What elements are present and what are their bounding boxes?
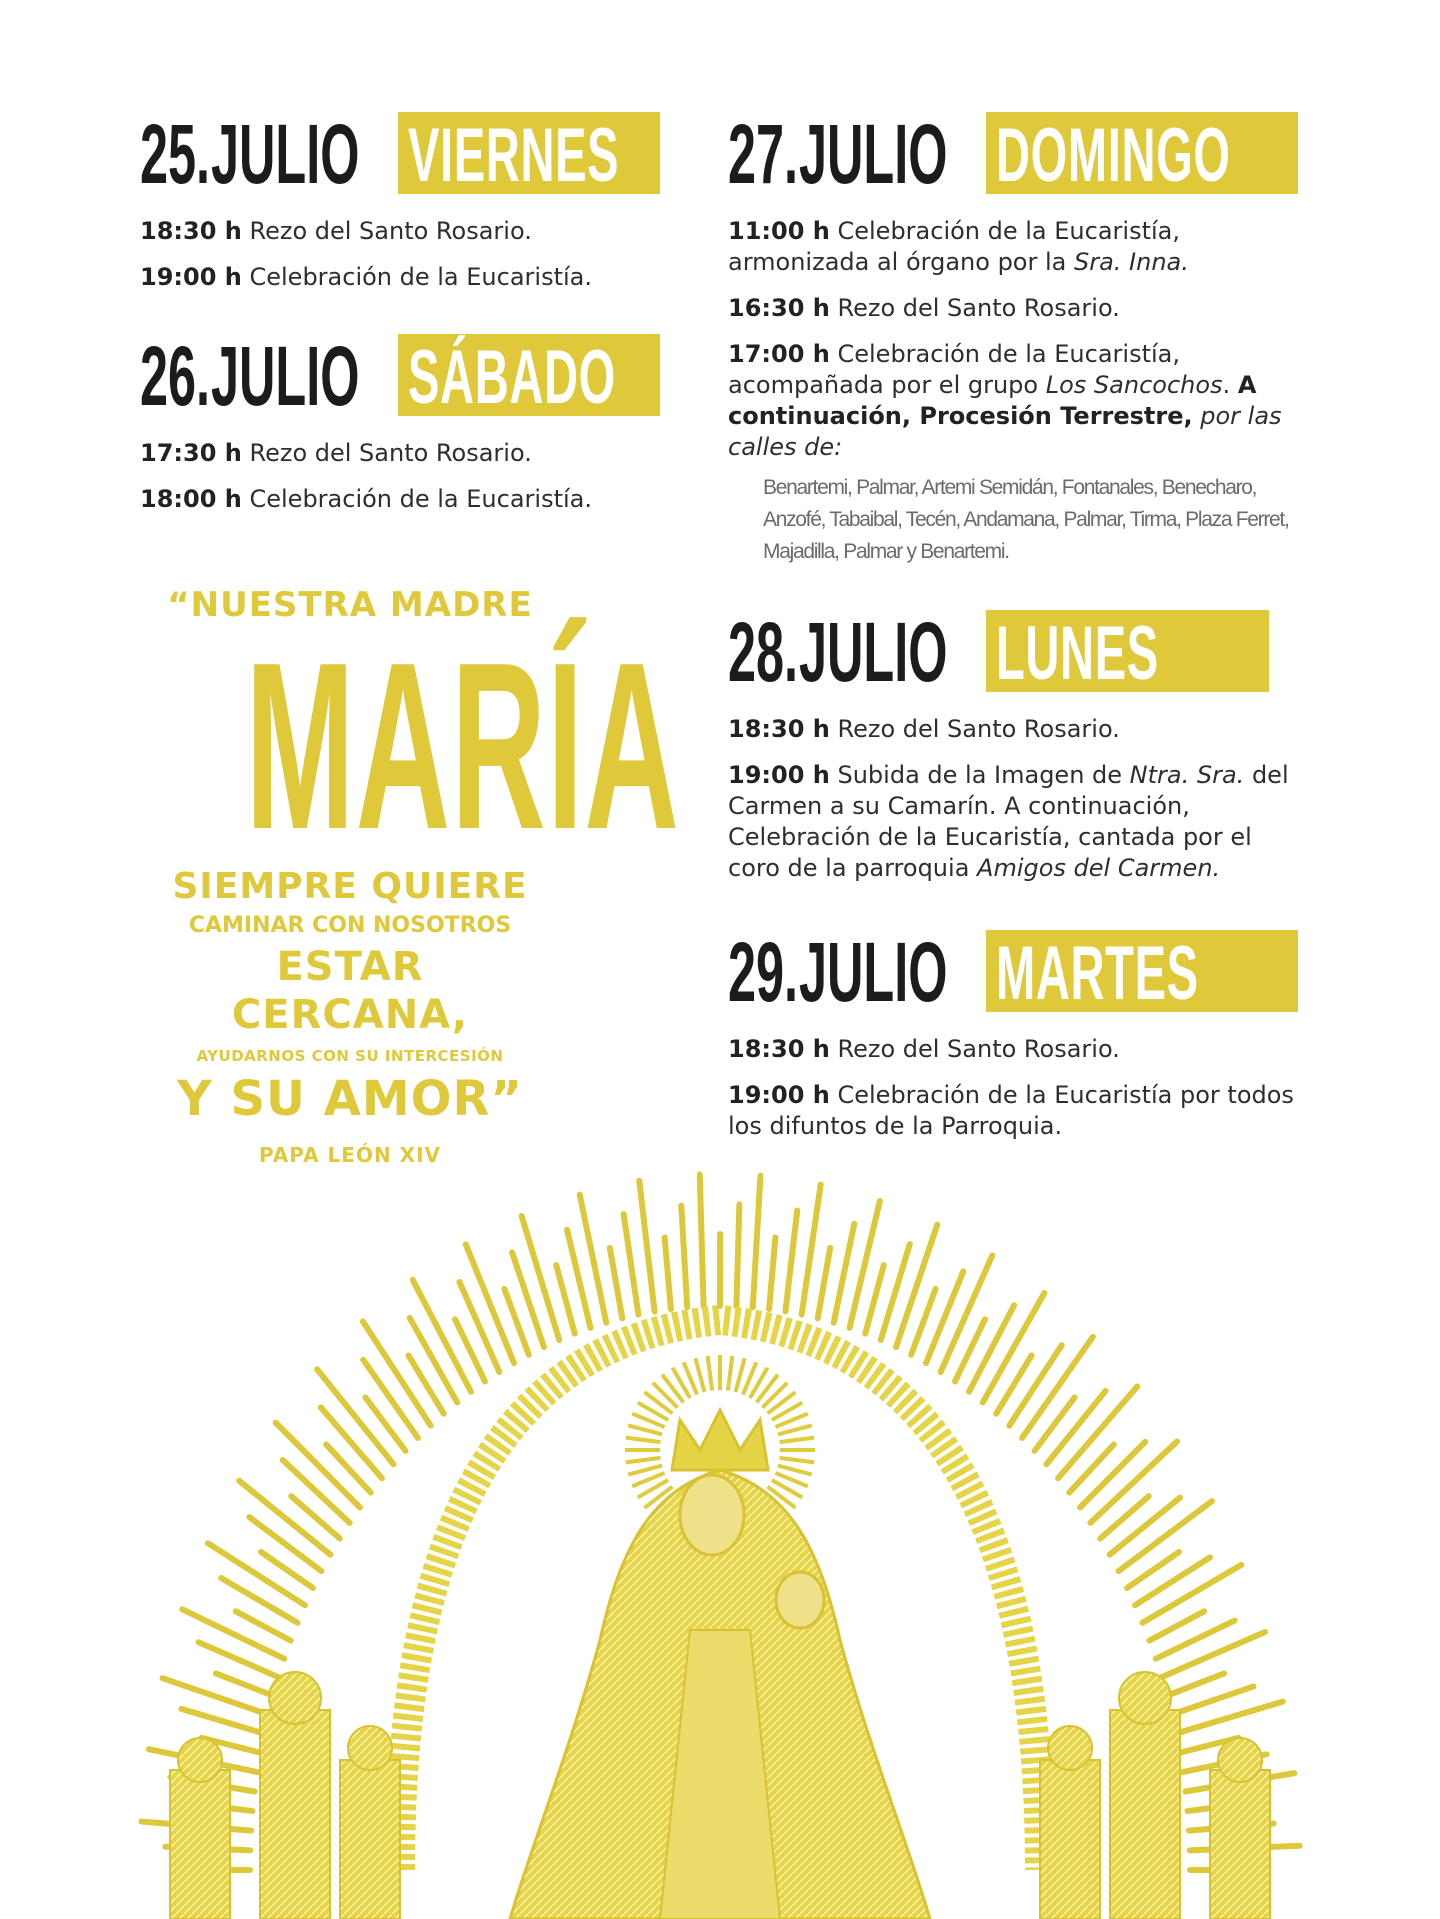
event-italic: Sra. Inna.: [1073, 248, 1189, 276]
event-text: Rezo del Santo Rosario.: [249, 217, 532, 245]
quote-maria: MARÍA: [245, 614, 681, 879]
event-text: Rezo del Santo Rosario.: [837, 715, 1120, 743]
event: [140, 438, 660, 469]
event-text: del Carmen a su Camarín. A continuación, Celebración de la Eucaristía, cantada por el coro de la parroquia: [728, 761, 1289, 882]
quote-line: “NUESTRA MADRE: [167, 585, 533, 625]
event-list: [140, 216, 660, 293]
day-heading: [728, 100, 1298, 201]
day-number: 26.: [140, 329, 211, 423]
event-list: [728, 1034, 1298, 1142]
halo-ray: [182, 1609, 284, 1658]
halo-ray: [700, 1174, 704, 1306]
day-28: [728, 598, 1298, 899]
halo-ray: [639, 1181, 654, 1312]
event-time: 16:30 h: [728, 294, 830, 322]
weekday-badge: [986, 112, 1298, 194]
halo-ray: [522, 1216, 560, 1340]
event-time: 18:30 h: [140, 217, 242, 245]
quote-line: Y SU AMOR”: [177, 1071, 523, 1127]
event: [728, 714, 1298, 745]
day-heading: [140, 100, 660, 201]
event-list: [140, 438, 660, 515]
halo-ray: [1135, 1557, 1210, 1605]
halo-ray: [1162, 1632, 1265, 1677]
day-29: [728, 918, 1298, 1157]
weekday-label: MARTES: [996, 931, 1199, 1012]
event-italic: Ntra. Sra.: [1129, 761, 1245, 789]
day-number: 25.: [140, 107, 211, 201]
crown-ray: [626, 1458, 661, 1463]
halo-ray: [769, 1237, 775, 1309]
quote-line: AYUDARNOS CON SU INTERCESIÓN: [196, 1047, 504, 1065]
day-heading: [728, 918, 1298, 1019]
day-heading: [728, 598, 1298, 699]
halo-ray: [365, 1397, 405, 1451]
event-text: Celebración de la Eucaristía, acompañada por el grupo: [728, 340, 1180, 399]
event-italic: Los Sancochos: [1045, 371, 1223, 399]
day-month: JULIO: [798, 605, 948, 699]
halo-ray: [162, 1678, 268, 1714]
event-list: [728, 216, 1298, 568]
halo-ray: [896, 1225, 937, 1347]
crown-ray: [762, 1383, 787, 1408]
halo-ray: [249, 1517, 321, 1571]
halo-ray: [736, 1204, 739, 1306]
halo-ray: [410, 1318, 458, 1403]
halo-ray: [216, 1673, 273, 1695]
event: [728, 216, 1298, 278]
day-26: [140, 322, 660, 530]
crown-ray: [736, 1358, 745, 1392]
event-text: Rezo del Santo Rosario.: [249, 439, 532, 467]
halo-ray: [283, 1460, 350, 1523]
halo-ray: [681, 1206, 687, 1308]
day-month: JULIO: [210, 329, 360, 423]
crown-ray: [779, 1458, 814, 1463]
event-time: 17:30 h: [140, 439, 242, 467]
event: [140, 484, 660, 515]
event: [728, 760, 1298, 884]
halo-ray: [834, 1224, 855, 1323]
event-italic: Amigos del Carmen.: [977, 854, 1221, 882]
crown-ray: [653, 1383, 678, 1408]
event-italic: por las calles de:: [728, 402, 1282, 461]
crown-ray: [695, 1358, 704, 1392]
event-time: 17:00 h: [728, 340, 830, 368]
event-text: Celebración de la Eucaristía.: [249, 263, 592, 291]
halo-ray: [326, 1444, 371, 1492]
halo-ray: [181, 1709, 263, 1734]
day-month: JULIO: [210, 107, 360, 201]
weekday-badge: [986, 930, 1298, 1012]
event: [728, 339, 1298, 463]
crown-ray: [708, 1356, 713, 1391]
halo-ray: [1034, 1397, 1074, 1451]
weekday-badge: [398, 334, 660, 416]
event: [728, 1034, 1298, 1065]
event-text: Celebración de la Eucaristía por todos los difuntos de la Parroquia.: [728, 1081, 1294, 1140]
procession-streets: Benartemi, Palmar, Artemi Semidán, Fontanales, Benecharo, Anzofé, Tabaibal, Tecén, Andamana, Palmar, Tirma, Plaza Ferret, Majadilla, Palmar y Benartemi.: [763, 476, 1289, 563]
halo-ray: [459, 1282, 499, 1372]
halo-ray: [850, 1201, 880, 1328]
day-25: [140, 100, 660, 308]
crown-ray: [626, 1438, 661, 1443]
halo-ray: [969, 1305, 1014, 1392]
day-month: JULIO: [798, 925, 948, 1019]
halo-ray: [865, 1265, 884, 1333]
event: [728, 1080, 1298, 1142]
event-text: Rezo del Santo Rosario.: [837, 1035, 1120, 1063]
day-heading: [140, 322, 660, 423]
crown-ray: [778, 1466, 812, 1475]
halo-ray: [1110, 1498, 1180, 1555]
event-time: 11:00 h: [728, 217, 830, 245]
event-time: 18:30 h: [728, 715, 830, 743]
halo-ray: [818, 1248, 830, 1318]
event-text: .: [1222, 371, 1231, 399]
event-text: Celebración de la Eucaristía, armonizada al órgano por la: [728, 217, 1180, 276]
virgin-del-carmen-illustration-icon: [0, 1170, 1440, 1919]
event-bold: A continuación, Procesión Terrestre,: [728, 371, 1257, 430]
halo-ray: [926, 1271, 963, 1363]
quote-line: ESTAR CERCANA,: [231, 944, 469, 1038]
weekday-badge: [398, 112, 660, 194]
weekday-label: DOMINGO: [996, 113, 1231, 194]
weekday-label: SÁBADO: [408, 335, 617, 416]
day-number: 29.: [728, 925, 799, 1019]
halo-ray: [610, 1248, 622, 1318]
event: [728, 293, 1298, 324]
crown-ray: [728, 1356, 733, 1391]
event-time: 18:00 h: [140, 485, 242, 513]
day-number: 28.: [728, 605, 799, 699]
quote-author: PAPA LEÓN XIV: [258, 1143, 441, 1167]
halo-ray: [785, 1210, 797, 1311]
day-number: 27.: [728, 107, 799, 201]
event-time: 19:00 h: [728, 761, 830, 789]
quote-line: SIEMPRE QUIERE: [172, 866, 528, 907]
event-time: 19:00 h: [140, 263, 242, 291]
halo-ray: [1009, 1345, 1061, 1425]
pope-quote: [160, 585, 681, 1175]
event-list: [728, 714, 1298, 884]
event-time: 18:30 h: [728, 1035, 830, 1063]
halo-ray: [802, 1185, 821, 1315]
crown-ray: [628, 1425, 662, 1434]
halo-ray: [221, 1578, 297, 1623]
event-time: 19:00 h: [728, 1081, 830, 1109]
halo-ray: [753, 1176, 761, 1308]
crown-ray: [778, 1425, 812, 1434]
crown-ray: [779, 1438, 814, 1443]
halo-ray: [665, 1237, 671, 1309]
weekday-label: LUNES: [996, 611, 1159, 692]
day-month: JULIO: [798, 107, 948, 201]
halo-ray: [1167, 1673, 1224, 1695]
halo-ray: [556, 1265, 575, 1333]
crown-ray: [628, 1466, 662, 1475]
halo-ray: [624, 1214, 639, 1314]
day-27: [728, 100, 1298, 568]
event: [140, 216, 660, 247]
weekday-label: VIERNES: [408, 113, 620, 194]
event-text: Rezo del Santo Rosario.: [837, 294, 1120, 322]
halo-ray: [1069, 1444, 1114, 1492]
event: [140, 262, 660, 293]
event-text: Subida de la Imagen de: [837, 761, 1130, 789]
event-text: Celebración de la Eucaristía.: [249, 485, 592, 513]
weekday-badge: [986, 610, 1269, 692]
quote-line: CAMINAR CON NOSOTROS: [188, 913, 512, 938]
